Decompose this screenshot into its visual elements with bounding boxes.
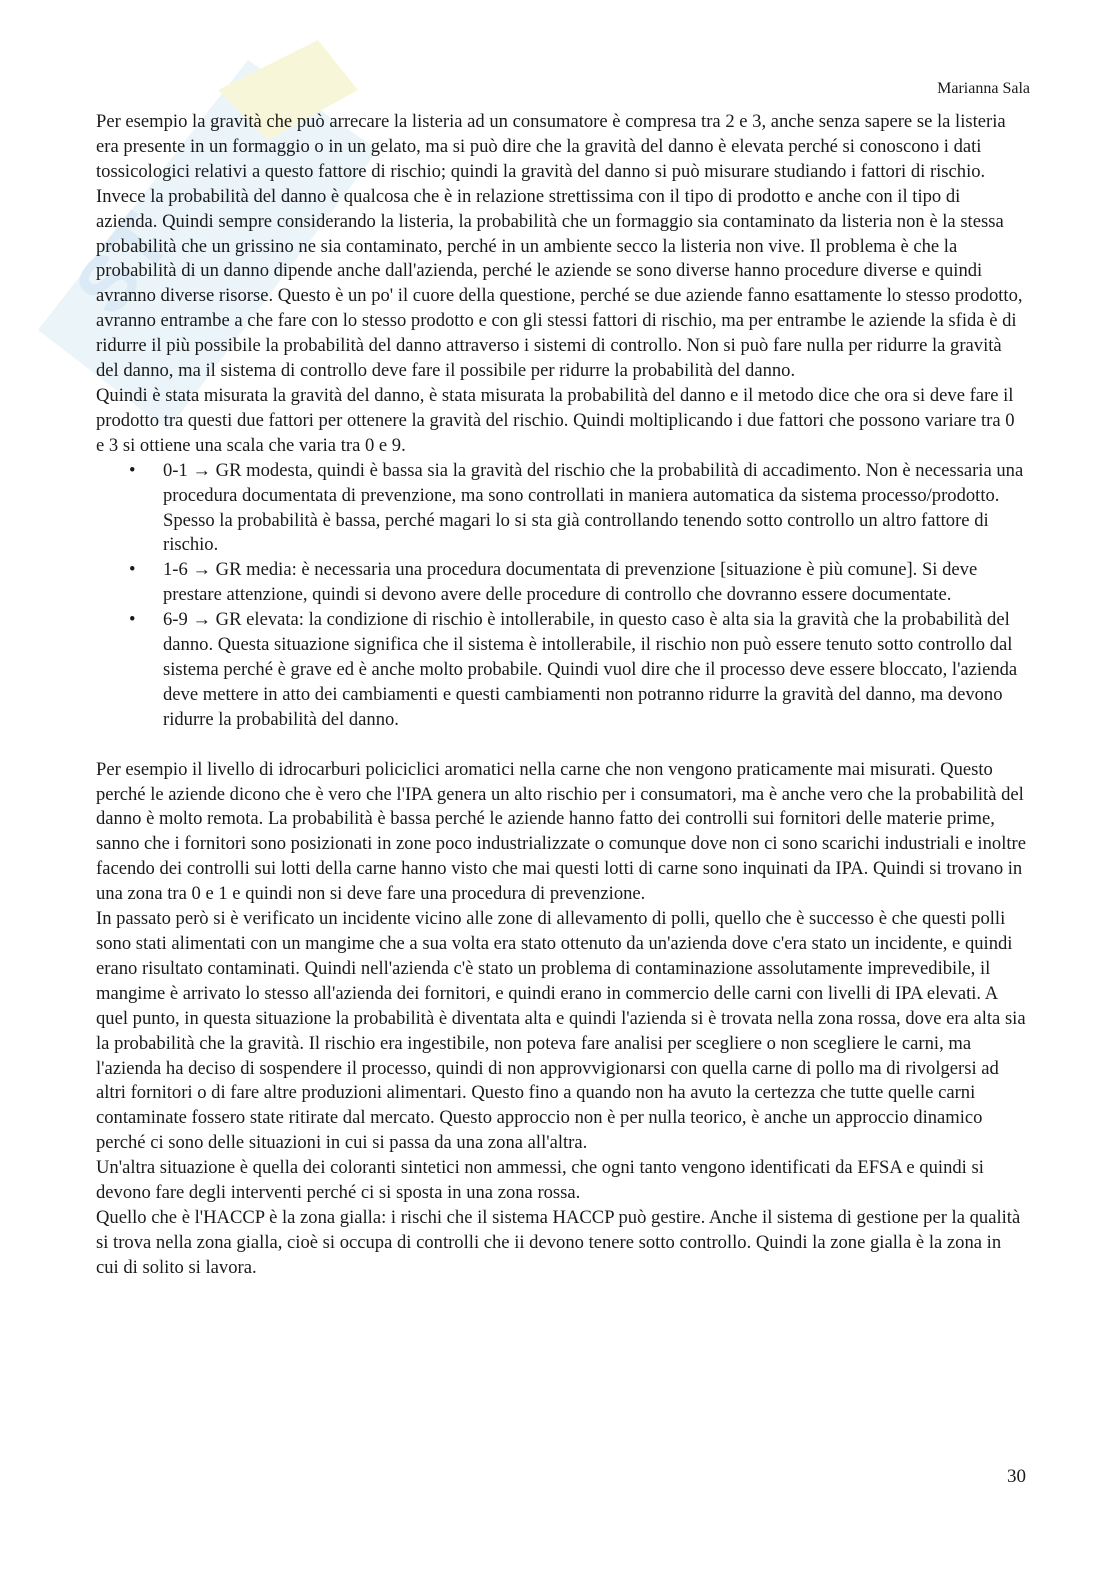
paragraph: Per esempio il livello di idrocarburi policiclici aromatici nella carne che non vengono praticamente mai misurati. Questo perché le aziende dicono che è vero che l'IPA genera un alto rischio per i consumatori, ma è anche vero che la probabilità del danno è molto remota. La probabilità è bassa perché le aziende hanno fatto dei controlli sui fornitori delle materie prime, sanno che i fornitori sono posizionati in zone poco industrializzate o comunque dove non ci sono scarichi industriali e inoltre facendo dei controlli sui lotti della carne hanno visto che mai questi lotti di carne sono inquinati da IPA. Quindi si trovano in una zona tra 0 e 1 e quindi non si deve fare una procedura di prevenzione. [96,758,1026,905]
page-content [96,110,1026,1281]
risk-level-item: • 0-1 → GR modesta, quindi è bassa sia la gravità del rischio che la probabilità di accadimento. Non è necessaria una procedura documentata di prevenzione, ma sono controllati in maniera automatica da sistema processo/prodotto. Spesso la probabilità è bassa, perché magari lo si sta già controllando tenendo sotto controllo un altro fattore di rischio. [163,459,1026,559]
paragraph: Un'altra situazione è quella dei coloranti sintetici non ammessi, che ogni tanto vengono identificati da EFSA e quindi si devono fare degli interventi perché ci si sposta in una zona rossa. [96,1157,984,1204]
risk-level-list [96,459,1026,733]
paragraph-spacer [96,733,1026,758]
risk-level-item: • 6-9 → GR elevata: la condizione di rischio è intollerabile, in questo caso è alta sia la gravità che la probabilità del danno. Questa situazione significa che il sistema è intollerabile, il rischio non può essere tenuto sotto controllo dal sistema perché è grave ed è anche molto probabile. Quindi vuol dire che il processo deve essere bloccato, l'azienda deve mettere in atto dei cambiamenti e questi cambiamenti non potranno ridurre la gravità del danno, ma devono ridurre la probabilità del danno. [163,608,1026,733]
risk-level-item: • 1-6 → GR media: è necessaria una procedura documentata di prevenzione [situazione è più comune]. Si deve prestare attenzione, quindi si devono avere delle procedure di controllo che dovranno essere documentate. [163,558,1026,608]
page-header-author: Marianna Sala [937,80,1030,97]
paragraph: In passato però si è verificato un incidente vicino alle zone di allevamento di polli, quello che è successo è che questi polli sono stati alimentati con un mangime che a sua volta era stato ottenuto da un'azienda dove c'era stato un incidente, e quindi erano risultato contaminati. Quindi nell'azienda c'è stato un problema di contaminazione assolutamente imprevedibile, il mangime è arrivato lo stesso all'azienda dei fornitori, e quindi erano in commercio delle carni con livelli di IPA elevati. A quel punto, in questa situazione la probabilità è diventata alta e quindi l'azienda si è trovata nella zona rossa, dove era alta sia la probabilità che la gravità. Il rischio era ingestibile, non poteva fare analisi per scegliere o non scegliere le carni, ma l'azienda ha deciso di sospendere il processo, quindi di non approvvigionarsi con quella carne di pollo ma di rivolgersi ad altri fornitori o di fare altre produzioni alimentari. Questo fino a quando non ha avuto la certezza che tutte quelle carni contaminate fossero state ritirate dal mercato. Questo approccio non è per nulla teorico, è anche un approccio dinamico perché ci sono delle situazioni in cui si passa da una zona all'altra. [96,908,1026,1154]
paragraph: Quindi è stata misurata la gravità del danno, è stata misurata la probabilità del danno e il metodo dice che ora si deve fare il prodotto tra questi due fattori per ottenere la gravità del rischio. Quindi moltiplicando i due fattori che possono variare tra 0 e 3 si ottiene una scala che varia tra 0 e 9. [96,384,1015,456]
paragraph: Quello che è l'HACCP è la zona gialla: i rischi che il sistema HACCP può gestire. Anche il sistema di gestione per la qualità si trova nella zona gialla, cioè si occupa di controlli che ii devono tenere sotto controllo. Quindi la zone gialla è la zona in cui di solito si lavora. [96,1206,1021,1278]
paragraph: Per esempio la gravità che può arrecare la listeria ad un consumatore è compresa tra 2 e 3, anche senza sapere se la listeria era presente in un formaggio o in un gelato, ma si può dire che la gravità del danno è elevata perché si conoscono i dati tossicologici relativi a questo fattore di rischio; quindi la gravità del danno si può misurare studiando i fattori di rischio. Invece la probabilità del danno è qualcosa che è in relazione strettissima con il tipo di prodotto e anche con il tipo di azienda. Quindi sempre considerando la listeria, la probabilità che un formaggio sia contaminato da listeria non è la stessa probabilità che un grissino ne sia contaminato, perché in un ambiente secco la listeria non vive. Il problema è che la probabilità di un danno dipende anche dall'azienda, perché le aziende se sono diverse hanno procedure diverse e quindi avranno diverse risorse. Questo è un po' il cuore della questione, perché se due aziende fanno esattamente lo stesso prodotto, avranno entrambe a che fare con lo stesso prodotto e con gli stessi fattori di rischio, ma per entrambe le aziende la sfida è di ridurre il più possibile la probabilità del danno attraverso i sistemi di controllo. Non si può fare nulla per ridurre la gravità del danno, ma il sistema di controllo deve fare il possibile per ridurre la probabilità del danno. [96,111,1023,382]
page-number: 30 [1007,1466,1026,1487]
watermark-text: ST [57,197,188,331]
